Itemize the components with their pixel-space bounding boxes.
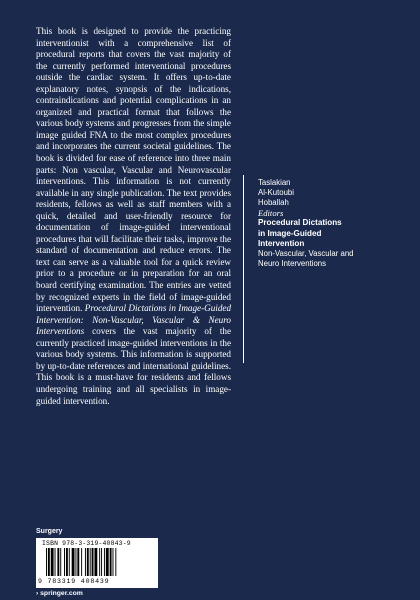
publisher-url[interactable]: › springer.com (36, 590, 83, 597)
author-name: Al-Kutoubi (258, 188, 294, 198)
book-subtitle: Non-Vascular, Vascular and Neuro Interventions (258, 249, 354, 269)
barcode-icon (42, 548, 152, 578)
isbn-text: ISBN 978-3-319-40843-9 (42, 540, 131, 547)
back-cover-blurb (36, 26, 231, 407)
blurb-text-part1: This book is designed to provide the practicing interventionist with a comprehensive list of procedural reports that covers the vast majority of the currently performed interventional procedures outside the cardiac system. It offers up-to-date explanatory notes, synopsis of the indications, contraindications and potential complications in an organized and practical format that follows the various body systems and progresses from the simple image guided FNA to the most complex procedures and incorporates the current societal guidelines. The book is divided for ease of reference into three main parts: Non vascular, Vascular and Neurovascular interventions. This information is not currently available in any single publication. The text provides residents, fellows as well as staff members with a quick, detailed and user-friendly resource for documentation of image-guided interventional procedures that will facilitate their tasks, improve the standard of documentation and reduce errors. The text can serve as a valuable tool for a quick review prior to a procedure or in preparation for an oral board certifying examination. The entries are vetted by recognized experts in the field of image-guided intervention. (36, 26, 231, 314)
sidebar-divider-line (243, 175, 244, 363)
barcode-label (36, 538, 158, 588)
barcode-number: 9 783319 408439 (38, 578, 110, 585)
blurb-text-part2: covers the vast majority of the currently practiced image-guided interventions in the various body systems. This information is supported by up-to-date references and international guidelines. This book is a must-have for residents and fellows undergoing training and all specialists in image-guided intervention. (36, 326, 231, 406)
author-name: Hoballah (258, 198, 289, 208)
author-name: Taslakian (258, 178, 291, 187)
editors-label: Editors (258, 208, 284, 219)
book-title: Procedural Dictations in Image-Guided Intervention (258, 218, 342, 248)
blurb-book-title-italic: Procedural Dictations in Image-Guided Intervention: Non-Vascular, Vascular & Neuro Interventions (36, 303, 232, 337)
subject-category: Surgery (36, 528, 63, 535)
blurb-paragraph (36, 26, 231, 407)
sidebar-book-info (258, 178, 408, 269)
